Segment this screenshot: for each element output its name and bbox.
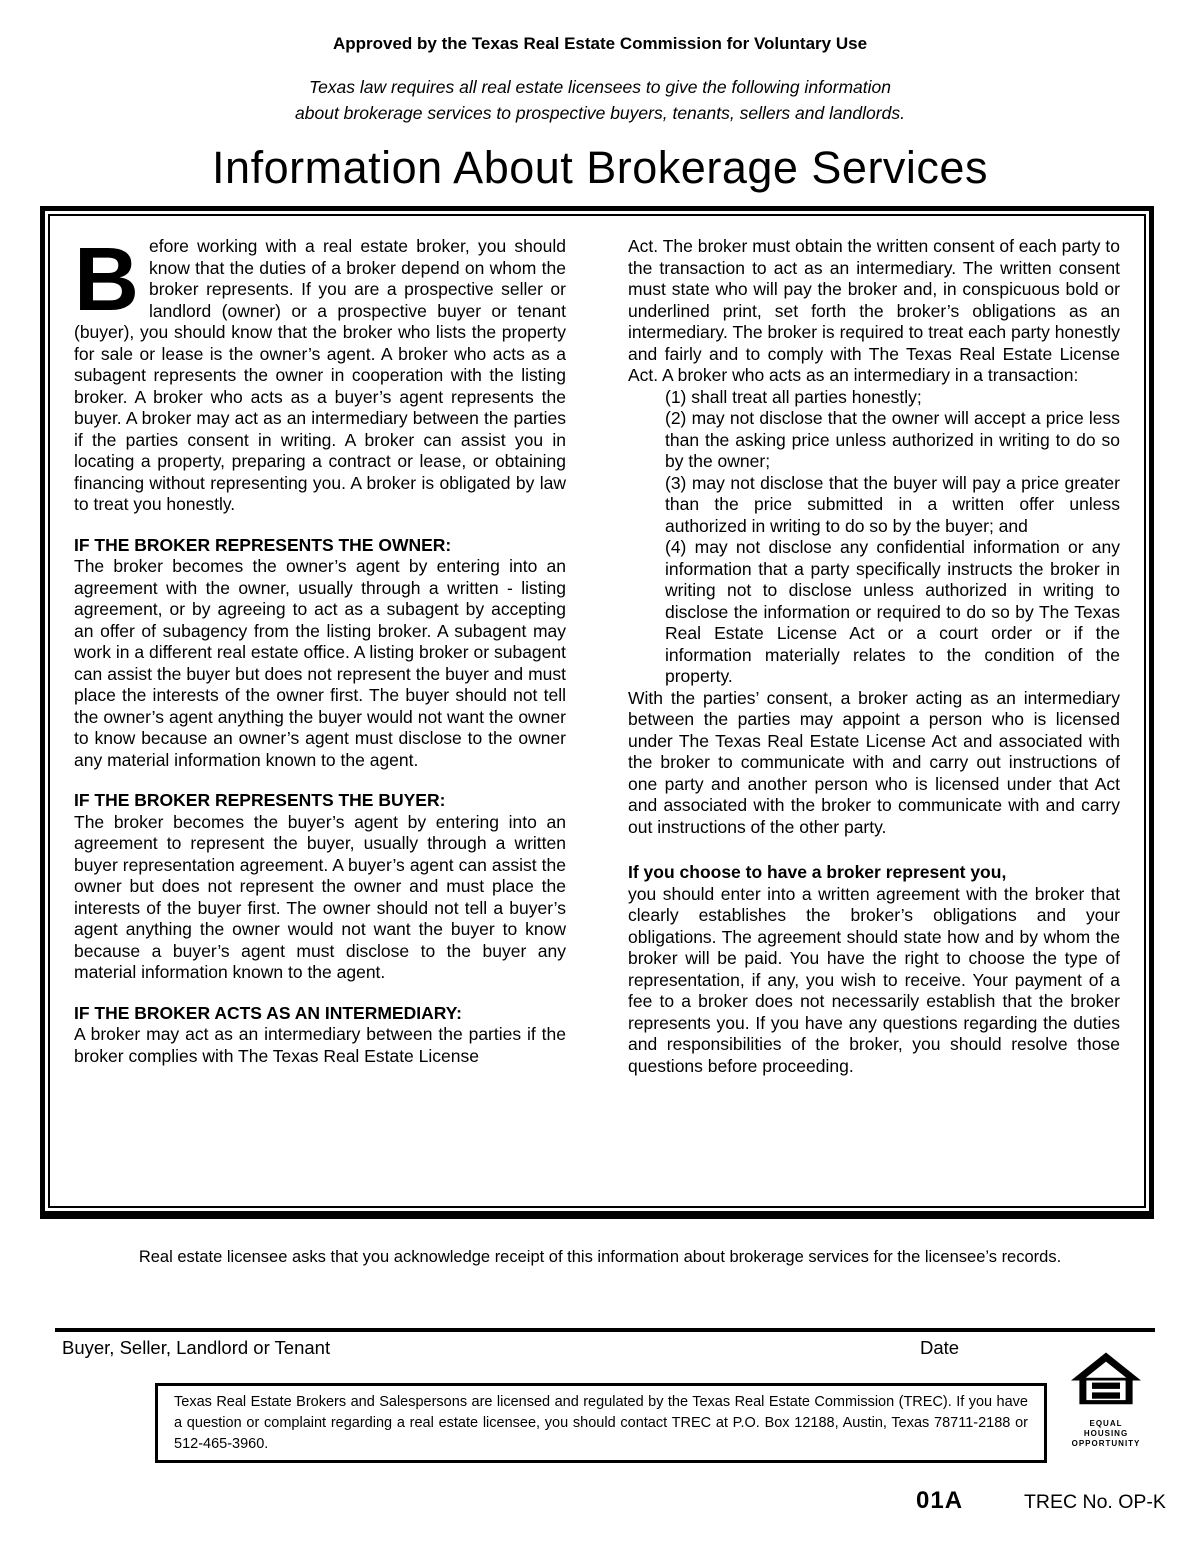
approved-line: Approved by the Texas Real Estate Commission for Voluntary Use xyxy=(332,34,868,53)
left-column xyxy=(74,230,566,1196)
signature-line[interactable] xyxy=(55,1328,1155,1332)
signature-date-label: Date xyxy=(920,1337,960,1358)
equal-housing-house-icon xyxy=(1066,1352,1146,1416)
law-notice-line1: Texas law requires all real estate licensees to give the following information xyxy=(308,77,892,97)
law-notice xyxy=(0,74,1200,126)
list-item: (3) may not disclose that the buyer will pay a price greater than the price submitted in a written offer unless authorized in writing to do so by the buyer; and xyxy=(665,472,1120,536)
equal-housing-text xyxy=(1066,1419,1146,1449)
right-column xyxy=(628,236,1120,1196)
owner-section-heading: IF THE BROKER REPRESENTS THE OWNER: xyxy=(74,534,452,555)
owner-section-text: The broker becomes the owner’s agent by entering into an agreement with the owner, usually through a written - listing agreement, or by agreeing to act as a subagent by accepting an offer of subagency from the listing broker. A subagent may work in a different real estate office. A listing broker or subagent can assist the buyer but does not represent the buyer and must place the interests of the owner first. The buyer should not tell the owner’s agent anything the buyer would not want the owner to know because an owner’s agent must disclose to the owner any material information known to the agent. xyxy=(74,556,566,770)
footer-form-number: TREC No. OP-K xyxy=(1024,1491,1166,1513)
trec-notice-box xyxy=(155,1383,1047,1463)
intermediary-section-text: A broker may act as an intermediary between the parties if the broker complies with The Texas Real Estate License xyxy=(74,1024,566,1066)
equal-housing-line2: OPPORTUNITY xyxy=(1071,1439,1141,1448)
main-content-box xyxy=(40,206,1154,1219)
page-title: Information About Brokerage Services xyxy=(212,142,988,193)
intro-text: efore working with a real estate broker, you should know that the duties of a broker depend on whom the broker represents. If you are a prospective seller or landlord (owner) or a prospective buyer or tenant (buyer), you should know that the broker who lists the property for sale or lease is the owner’s agent. A broker who acts as a subagent represents the owner in cooperation with the listing broker. A broker who acts as a buyer’s agent represents the buyer. A broker may act as an intermediary between the parties if the parties consent in writing. A broker can assist you in locating a property, preparing a contract or lease, or obtaining financing without representing you. A broker is obligated by law to treat you honestly. xyxy=(74,236,566,514)
signature-party-label: Buyer, Seller, Landlord or Tenant xyxy=(62,1337,331,1358)
intermediary-duty-list xyxy=(665,387,1120,688)
law-notice-line2: about brokerage services to prospective buyers, tenants, sellers and landlords. xyxy=(295,103,905,123)
intermediary-section-heading: IF THE BROKER ACTS AS AN INTERMEDIARY: xyxy=(74,1002,462,1023)
main-content-inner xyxy=(48,214,1146,1208)
choose-broker-heading: If you choose to have a broker represent you, xyxy=(628,862,1007,882)
intro-paragraph xyxy=(74,230,566,516)
acknowledgment-line: Real estate licensee asks that you acknowledge receipt of this information about brokerage services for the licensee’s records. xyxy=(138,1248,1062,1266)
consent-paragraph: With the parties’ consent, a broker acting as an intermediary between the parties may appoint a person who is licensed under The Texas Real Estate License Act and associated with the broker to communicate with and carry out instructions of one party and another person who is licensed under that Act and associated with the broker to communicate with and carry out instructions of the other party. xyxy=(628,687,1120,837)
choose-broker-text: you should enter into a written agreement with the broker that clearly establishes the broker’s obligations and your obligations. The agreement should state how and by whom the broker will be paid. You have the right to choose the type of representation, if any, you wish to receive. Your payment of a fee to a broker does not necessarily establish that the broker represents you. If you have any questions regarding the duties and responsibilities of the broker, you should resolve those questions before proceeding. xyxy=(628,883,1120,1076)
page-header xyxy=(0,0,1200,194)
equal-housing-logo xyxy=(1066,1352,1146,1449)
list-item: (1) shall treat all parties honestly; xyxy=(665,386,922,407)
intermediary-continued-text: Act. The broker must obtain the written consent of each party to the transaction to act as an intermediary. The written consent must state who will pay the broker and, in conspicuous bold or underlined print, set forth the broker’s obligations as an intermediary. The broker is required to treat each party honestly and fairly and to comply with The Texas Real Estate License Act. A broker who acts as an intermediary in a transaction: xyxy=(628,236,1120,385)
footer-page-code: 01A xyxy=(916,1487,964,1514)
buyer-section-text: The broker becomes the buyer’s agent by entering into an agreement to represent the buyer, usually through a written buyer representation agreement. A buyer’s agent can assist the owner but does not represent the owner and must place the interests of the buyer first. The owner should not tell a buyer’s agent anything the owner would not want the buyer to know because a buyer’s agent must disclose to the buyer any material information known to the agent. xyxy=(74,811,566,982)
buyer-section-heading: IF THE BROKER REPRESENTS THE BUYER: xyxy=(74,790,446,810)
trec-notice-text: Texas Real Estate Brokers and Salespersons are licensed and regulated by the Texas Real Estate Commission (TREC). If you have a question or complaint regarding a real estate licensee, you should contact TREC at P.O. Box 12188, Austin, Texas 78711-2188 or 512-465-3960. xyxy=(174,1393,1028,1452)
drop-cap-letter: B xyxy=(74,230,139,330)
equal-housing-line1: EQUAL HOUSING xyxy=(1083,1419,1129,1438)
list-item: (2) may not disclose that the owner will accept a price less than the asking price unless authorized in writing to do so by the owner; xyxy=(665,408,1120,471)
list-item: (4) may not disclose any confidential information or any information that a party specifically instructs the broker in writing not to disclose unless authorized in writing to disclose the information or required to do so by The Texas Real Estate License Act or a court order or if the information materially relates to the condition of the property. xyxy=(665,537,1120,686)
